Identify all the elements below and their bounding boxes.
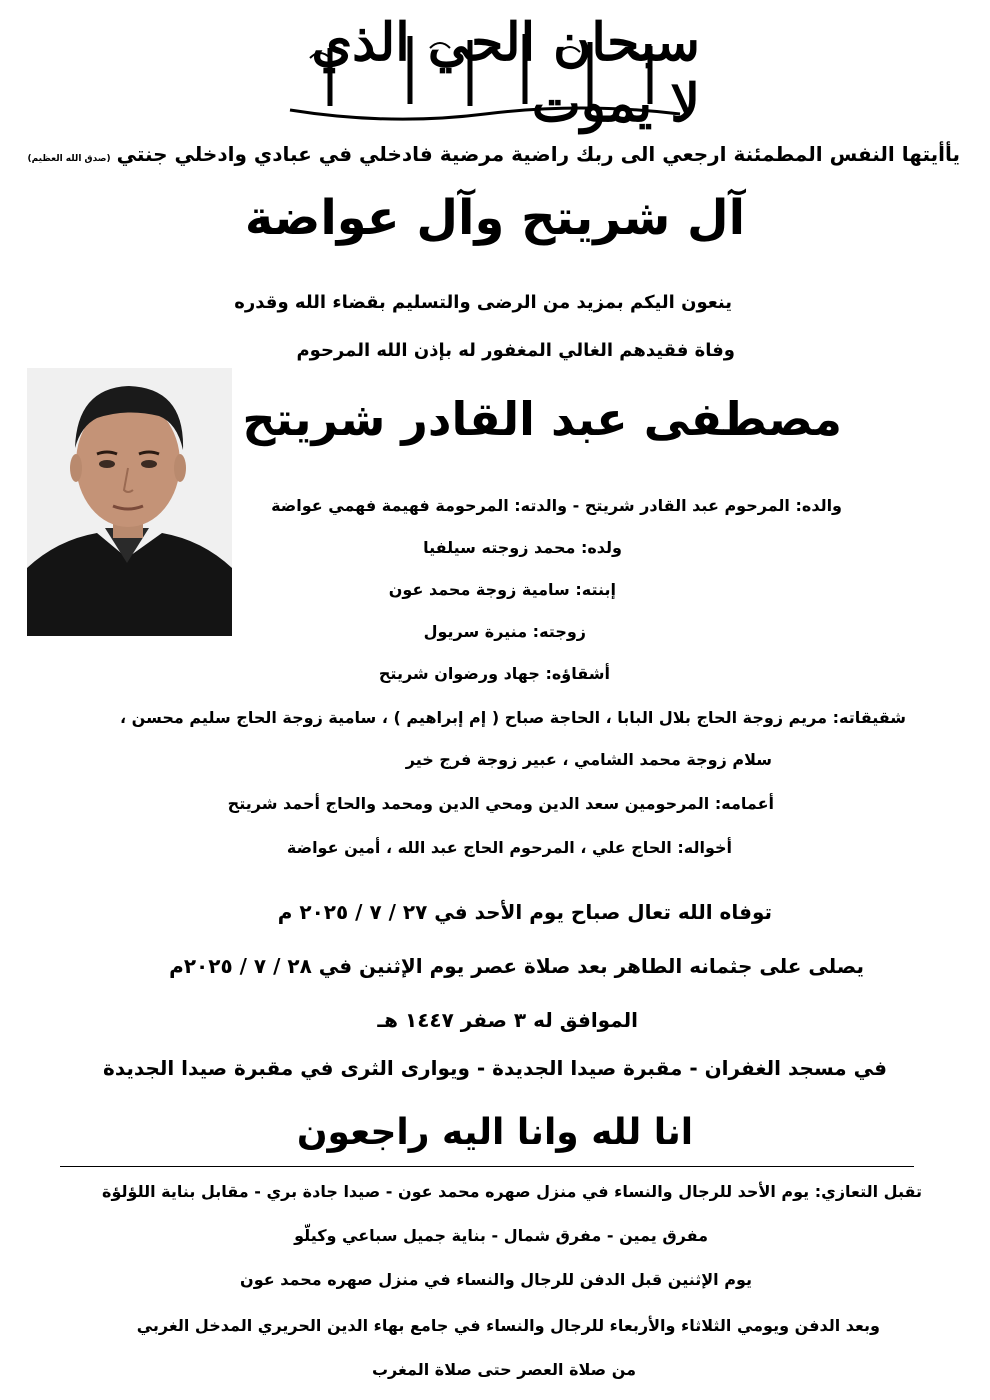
relatives-paternal-uncles: أعمامه: المرحومين سعد الدين ومحي الدين ومحمد والحاج أحمد شريتح — [227, 794, 774, 813]
relatives-parents: والده: المرحوم عبد القادر شريتح - والدته: المرحومة فهيمة فهمي عواضة — [271, 496, 842, 515]
verse-source: (صدق الله العظيم) — [27, 154, 111, 164]
relatives-brothers: أشقاؤه: جهاد ورضوان شريتح — [378, 664, 610, 683]
death-date: توفاه الله تعال صباح يوم الأحد في ٢٧ / ٧ / ٢٠٢٥ م — [277, 900, 772, 924]
divider — [60, 1166, 914, 1167]
calligraphy-text: سبحان الحي الذي لا يموت — [311, 12, 700, 134]
funeral-prayer: يصلى على جثمانه الطاهر بعد صلاة عصر يوم الإثنين في ٢٨ / ٧ / ٢٠٢٥م — [169, 954, 864, 978]
relatives-sisters-line-1: شقيقاته: مريم زوجة الحاج بلال البابا ، الحاجة صباح ( إم إبراهيم ) ، سامية زوجة الحاج سليم محسن ، — [120, 708, 906, 727]
condolences-line-5: من صلاة العصر حتى صلاة المغرب — [371, 1360, 636, 1379]
inna-lillah: انا لله وانا اليه راجعون — [296, 1112, 694, 1153]
condolences-line-1: تقبل التعازي: يوم الأحد للرجال والنساء في منزل صهره محمد عون - صيدا جادة بري - مقابل بناية اللؤلؤة — [102, 1182, 922, 1201]
hijri-date: الموافق له ٣ صفر ١٤٤٧ هـ — [377, 1008, 638, 1032]
mosque-burial: في مسجد الغفران - مقبرة صيدا الجديدة - ويوارى الثرى في مقبرة صيدا الجديدة — [103, 1056, 887, 1080]
relatives-son: ولده: محمد زوجته سيلفيا — [423, 538, 622, 557]
relatives-wife: زوجته: منيرة سريول — [423, 622, 586, 641]
family-names: آل شريتح وآل عواضة — [244, 190, 746, 246]
deceased-name: مصطفى عبد القادر شريتح — [242, 392, 842, 446]
mourning-line-2: وفاة فقيدهم الغالي المغفور له بإذن الله المرحوم — [296, 340, 735, 361]
condolences-line-4: وبعد الدفن ويومي الثلاثاء والأربعاء للرجال والنساء في جامع بهاء الدين الحريري المدخل الغربي — [136, 1316, 880, 1335]
condolences-line-3: يوم الإثنين قبل الدفن للرجال والنساء في منزل صهره محمد عون — [240, 1270, 752, 1289]
verse-text: يأأيتها النفس المطمئنة ارجعي الى ربك راضية مرضية فادخلي في عبادي وادخلي جنتي — [116, 142, 960, 166]
relatives-sisters-line-2: سلام زوجة محمد الشامي ، عبير زوجة فرج خير — [405, 750, 772, 769]
mourning-line-1: ينعون اليكم بمزيد من الرضى والتسليم بقضاء الله وقدره — [234, 292, 732, 313]
quran-verse — [28, 142, 960, 166]
relatives-maternal-uncles: أخواله: الحاج علي ، المرحوم الحاج عبد الله ، أمين عواضة — [286, 838, 732, 857]
deceased-photo — [27, 368, 232, 636]
relatives-daughter: إبنته: سامية زوجة محمد عون — [388, 580, 616, 599]
calligraphy-header — [270, 12, 700, 134]
condolences-line-2: مفرق يمين - مفرق شمال - بناية جميل سباعي وكيلّو — [294, 1226, 708, 1245]
